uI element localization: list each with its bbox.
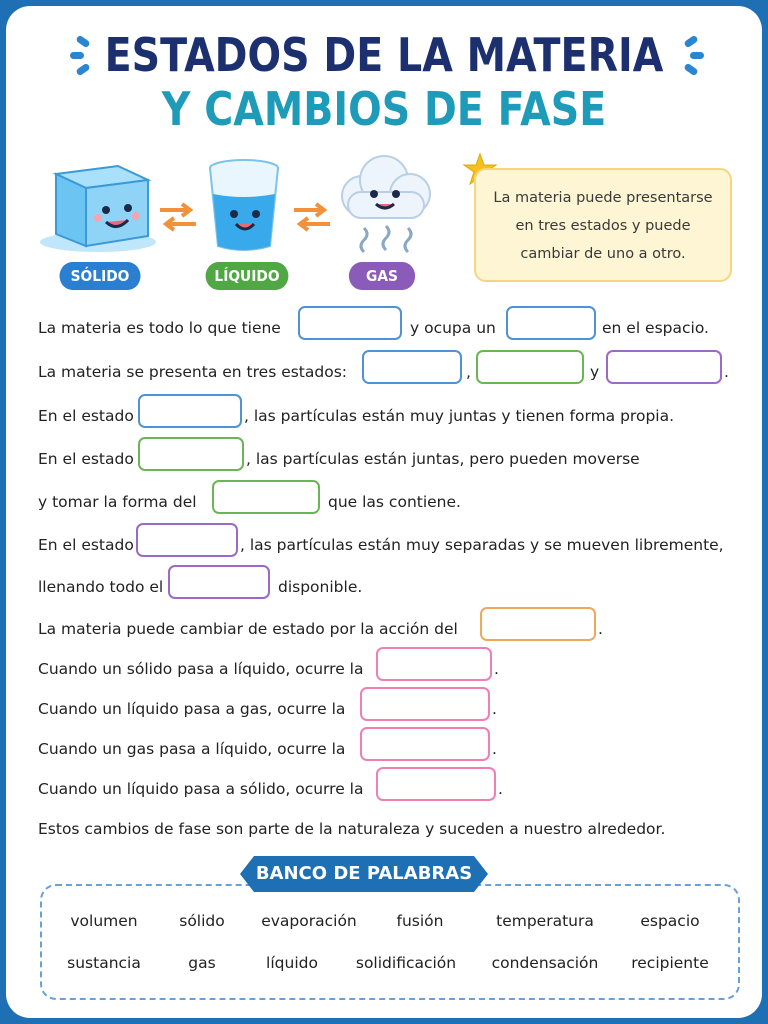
worksheet (6, 6, 762, 1018)
sentence-text: La materia puede cambiar de estado por la acción del (38, 620, 458, 638)
sentence-text: . (492, 700, 497, 718)
sentence-text: , (466, 363, 471, 381)
info-box-line: en tres estados y puede (515, 218, 691, 234)
exchange-arrows-icon (292, 202, 332, 232)
word-bank-item: solidificación (355, 954, 457, 972)
sentence-text: Cuando un gas pasa a líquido, ocurre la (38, 740, 346, 758)
word-bank-item: volumen (70, 912, 138, 930)
state-label-solid: SÓLIDO (60, 262, 141, 290)
word-bank-title: BANCO DE PALABRAS (254, 856, 474, 892)
sentence-text: . (498, 780, 503, 798)
sentence-text: . (494, 660, 499, 678)
answer-blank[interactable] (136, 523, 238, 557)
word-bank-item: gas (188, 954, 216, 972)
sentence-text: y ocupa un (410, 319, 496, 337)
sentence-text: En el estado (38, 536, 134, 554)
state-label-gas: GAS (349, 262, 415, 290)
sentence-text: disponible. (278, 578, 363, 596)
state-label-liquid: LÍQUIDO (206, 262, 289, 290)
answer-blank[interactable] (376, 767, 496, 801)
answer-blank[interactable] (212, 480, 320, 514)
sentence-text: . (492, 740, 497, 758)
cloud-icon (332, 152, 438, 262)
sentence-text: En el estado (38, 407, 134, 425)
sentence-text: en el espacio. (602, 319, 709, 337)
water-glass-icon (204, 154, 288, 258)
answer-blank[interactable] (360, 727, 490, 761)
answer-blank[interactable] (362, 350, 462, 384)
answer-blank[interactable] (506, 306, 596, 340)
sentence-text: Estos cambios de fase son parte de la naturaleza y suceden a nuestro alrededor. (38, 820, 666, 838)
sentence-text: La materia es todo lo que tiene (38, 319, 281, 337)
sentence-text: . (598, 620, 603, 638)
answer-blank[interactable] (480, 607, 596, 641)
splash-right-icon (674, 36, 708, 76)
answer-blank[interactable] (298, 306, 402, 340)
answer-blank[interactable] (360, 687, 490, 721)
word-bank-box (40, 884, 740, 1000)
word-bank-item: líquido (266, 954, 318, 972)
info-box (474, 168, 732, 282)
splash-left-icon (68, 36, 102, 76)
answer-blank[interactable] (168, 565, 270, 599)
word-bank-item: sustancia (67, 954, 141, 972)
answer-blank[interactable] (138, 437, 244, 471)
sentence-text: y (590, 363, 600, 381)
sentence-text: Cuando un sólido pasa a líquido, ocurre la (38, 660, 364, 678)
answer-blank[interactable] (376, 647, 492, 681)
word-bank-item: fusión (396, 912, 444, 930)
word-bank-item: condensación (491, 954, 599, 972)
answer-blank[interactable] (476, 350, 584, 384)
ice-cube-icon (36, 154, 162, 258)
sentence-text: , las partículas están juntas, pero pueden moverse (246, 450, 640, 468)
sentence-text: , las partículas están muy juntas y tienen forma propia. (244, 407, 675, 425)
info-box-line: La materia puede presentarse (493, 190, 713, 206)
title-line-2: Y CAMBIOS DE FASE (161, 82, 607, 136)
word-bank-item: espacio (640, 912, 700, 930)
word-bank-item: temperatura (496, 912, 594, 930)
sentence-text: Cuando un líquido pasa a sólido, ocurre la (38, 780, 364, 798)
sentence-text: En el estado (38, 450, 134, 468)
sentence-text: . (724, 363, 729, 381)
sentence-text: La materia se presenta en tres estados: (38, 363, 348, 381)
exchange-arrows-icon (158, 202, 198, 232)
info-box-line: cambiar de uno a otro. (520, 246, 686, 262)
answer-blank[interactable] (606, 350, 722, 384)
sentence-text: llenando todo el (38, 578, 164, 596)
sentence-text: y tomar la forma del (38, 493, 197, 511)
word-bank-item: evaporación (261, 912, 357, 930)
sentence-text: Cuando un líquido pasa a gas, ocurre la (38, 700, 346, 718)
word-bank-item: recipiente (631, 954, 709, 972)
sentence-text: , las partículas están muy separadas y se mueven libremente, (240, 536, 724, 554)
sentence-text: que las contiene. (328, 493, 461, 511)
word-bank-item: sólido (179, 912, 225, 930)
answer-blank[interactable] (138, 394, 242, 428)
title-line-1: ESTADOS DE LA MATERIA (104, 28, 664, 82)
